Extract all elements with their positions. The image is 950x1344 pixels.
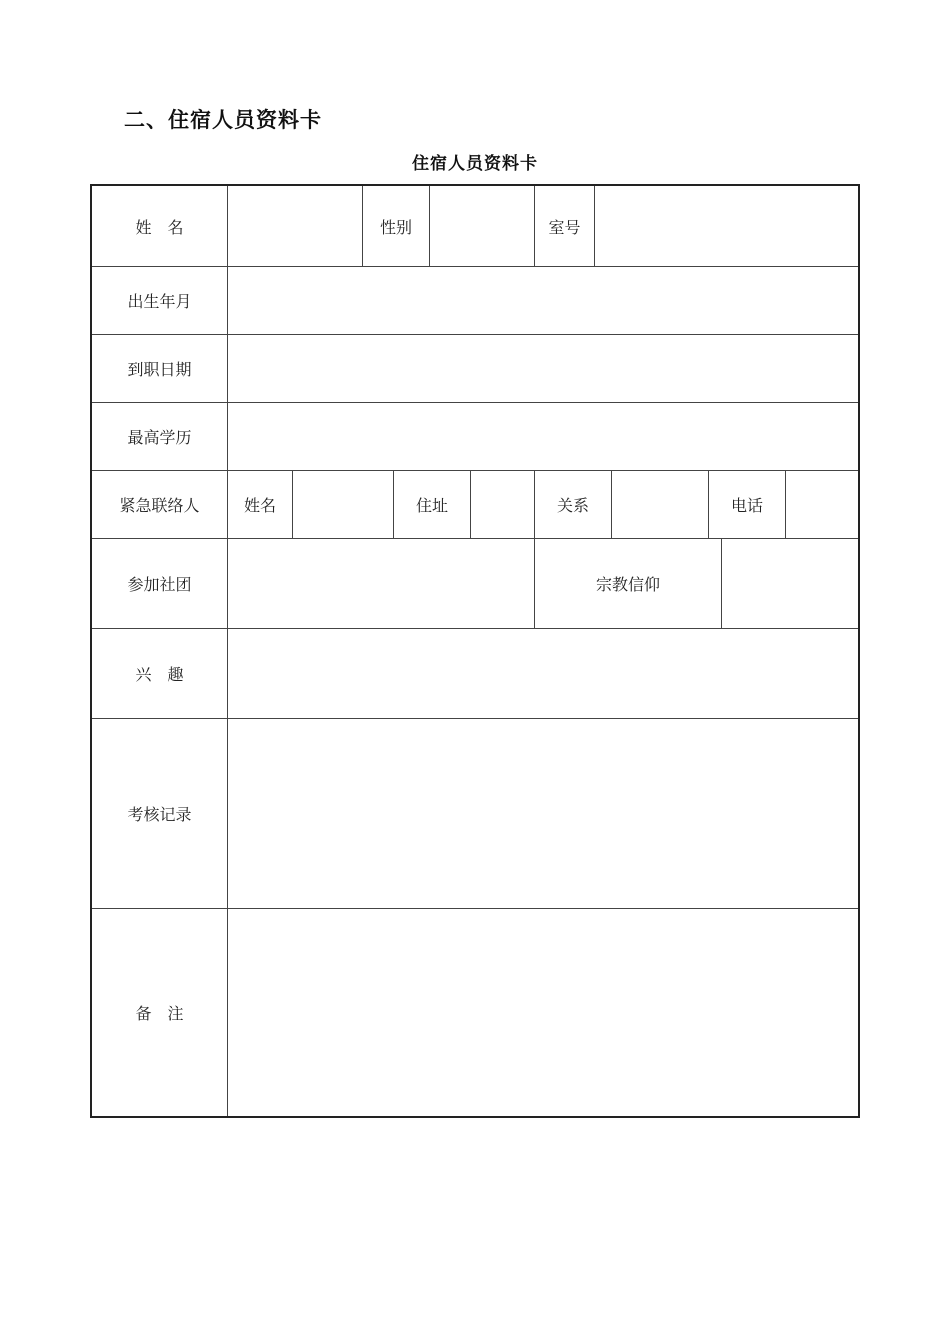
interests-field[interactable] — [228, 629, 858, 718]
clubs-field[interactable] — [228, 539, 534, 628]
interests-label: 兴 趣 — [135, 665, 184, 684]
ec-phone-field[interactable] — [786, 471, 858, 538]
room-label: 室号 — [548, 217, 581, 237]
education-label: 最高学历 — [127, 428, 192, 447]
remarks-label: 备 注 — [135, 1004, 184, 1023]
birth-label: 出生年月 — [127, 292, 192, 311]
name-label: 姓 名 — [135, 217, 184, 237]
ec-address-field[interactable] — [471, 471, 534, 538]
religion-label: 宗教信仰 — [595, 575, 660, 594]
ec-name-field[interactable] — [293, 471, 393, 538]
ec-address-label: 住址 — [415, 496, 448, 515]
room-field[interactable] — [595, 186, 858, 266]
birth-field[interactable] — [228, 267, 858, 334]
assessment-field[interactable] — [228, 719, 858, 908]
start-date-label: 到职日期 — [127, 360, 192, 379]
form-title: 住宿人员资料卡 — [412, 154, 538, 174]
education-field[interactable] — [228, 403, 858, 470]
assessment-label: 考核记录 — [127, 805, 192, 824]
emergency-contact-label: 紧急联络人 — [119, 496, 200, 515]
resident-info-card — [90, 184, 860, 1118]
ec-relation-label: 关系 — [556, 496, 589, 515]
section-heading: 二、住宿人员资料卡 — [124, 108, 322, 132]
name-field[interactable] — [228, 186, 362, 266]
clubs-label: 参加社团 — [127, 575, 192, 594]
gender-label: 性别 — [379, 217, 412, 237]
ec-name-label: 姓名 — [243, 496, 276, 515]
gender-field[interactable] — [430, 186, 534, 266]
ec-relation-field[interactable] — [612, 471, 708, 538]
religion-field[interactable] — [722, 539, 858, 628]
remarks-field[interactable] — [228, 909, 858, 1116]
start-date-field[interactable] — [228, 335, 858, 402]
ec-phone-label: 电话 — [730, 496, 763, 515]
